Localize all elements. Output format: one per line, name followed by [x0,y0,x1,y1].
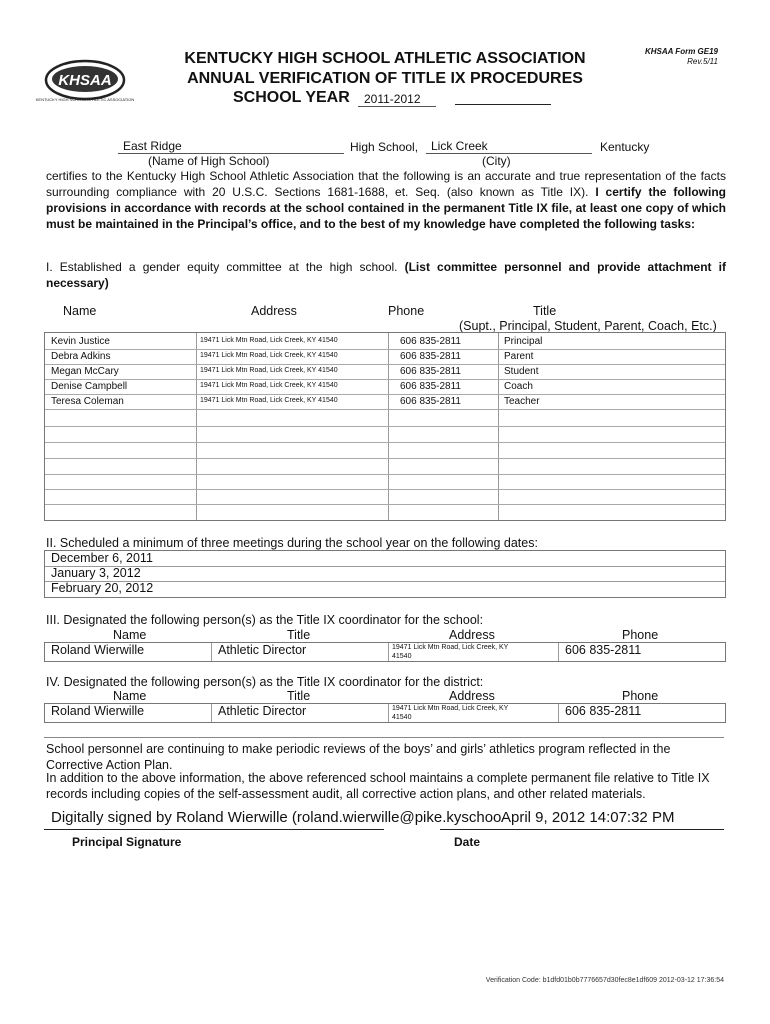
closing-paragraph-2: In addition to the above information, the above referenced school maintains a complete permanent file relative to Title IX records including copies of the self-assessment audit, all corrective action plans, and other related materials. [46,771,710,801]
col-phone-header: Phone [388,304,425,318]
section3-col-phone: Phone [622,628,659,642]
high-school-label: High School, [350,140,419,154]
school-year-label: SCHOOL YEAR [233,89,350,106]
school-name-caption: (Name of High School) [148,154,270,168]
header-line1: KENTUCKY HIGH SCHOOL ATHLETIC ASSOCIATION [184,50,586,67]
principal-signature-label: Principal Signature [72,835,182,849]
signature-date[interactable]: April 9, 2012 14:07:32 PM [501,809,675,826]
meeting-date-1[interactable]: December 6, 2011 [51,551,153,565]
section3-col-name: Name [113,628,147,642]
header-line2: ANNUAL VERIFICATION OF TITLE IX PROCEDURES [187,70,583,87]
district-coordinator-name[interactable]: Roland Wierwille [51,704,145,718]
section2-heading: II. Scheduled a minimum of three meetings during the school year on the following dates: [46,536,538,550]
committee-row-1-title[interactable]: Principal [504,336,543,347]
city-caption: (City) [482,154,511,168]
section4-col-address: Address [449,689,495,703]
section4-heading: IV. Designated the following person(s) as the Title IX coordinator for the district: [46,675,484,689]
section3-heading: III. Designated the following person(s) as the Title IX coordinator for the school: [46,613,484,627]
date-label: Date [454,835,481,849]
committee-row-1-address[interactable]: 19471 Lick Mtn Road, Lick Creek, KY 41540 [200,337,338,344]
section1-heading [46,259,726,291]
committee-row-1-name[interactable]: Kevin Justice [51,336,110,347]
committee-table [44,332,726,521]
section1-heading-bold: (List committee personnel and provide attachment if necessary) [46,260,726,290]
digital-signature[interactable]: Digitally signed by Roland Wierwille (roland.wierwille@pike.kyschoo [51,809,502,826]
committee-row-3-title[interactable]: Student [504,366,539,377]
district-coordinator-address[interactable]: 19471 Lick Mtn Road, Lick Creek, KY 41540 [392,705,509,721]
closing-paragraph-1: School personnel are continuing to make periodic reviews of the boys’ and girls’ athletics program reflected in the Corrective Action Plan. [46,742,671,772]
committee-row-3-address[interactable]: 19471 Lick Mtn Road, Lick Creek, KY 41540 [200,367,338,374]
committee-row-4-name[interactable]: Denise Campbell [51,381,128,392]
committee-row-4-phone[interactable]: 606 835-2811 [400,381,461,392]
committee-row-5-title[interactable]: Teacher [504,396,540,407]
col-name-header: Name [63,304,97,318]
committee-row-5-address[interactable]: 19471 Lick Mtn Road, Lick Creek, KY 41540 [200,397,338,404]
section1-heading-text: I. Established a gender equity committee at the high school. [46,260,398,274]
committee-row-2-address[interactable]: 19471 Lick Mtn Road, Lick Creek, KY 41540 [200,352,338,359]
col-title-subheader: (Supt., Principal, Student, Parent, Coach, Etc.) [459,319,717,333]
committee-row-1-phone[interactable]: 606 835-2811 [400,336,461,347]
city-field[interactable]: Lick Creek [431,139,488,153]
certification-bold-text: I certify the following provisions in accordance with records at the school contained in the permanent Title IX file, at least one copy of which must be maintained in the Principal’s office, and to the best of my knowledge have completed the following tasks: [46,185,726,231]
school-coordinator-address[interactable]: 19471 Lick Mtn Road, Lick Creek, KY 41540 [392,644,509,660]
committee-row-4-address[interactable]: 19471 Lick Mtn Road, Lick Creek, KY 41540 [200,382,338,389]
committee-row-3-phone[interactable]: 606 835-2811 [400,366,461,377]
school-coordinator-name[interactable]: Roland Wierwille [51,643,145,657]
logo-subtext: KENTUCKY HIGH SCHOOL ATHLETIC ASSOCIATION [35,97,135,102]
logo-text: KHSAA [58,72,112,89]
district-coordinator-phone[interactable]: 606 835-2811 [565,704,642,718]
committee-row-3-name[interactable]: Megan McCary [51,366,119,377]
section3-col-title: Title [287,628,311,642]
form-revision: Rev.5/11 [687,57,718,66]
committee-row-2-title[interactable]: Parent [504,351,534,362]
section4-col-title: Title [287,689,311,703]
khsaa-logo [35,58,135,104]
school-coordinator-phone[interactable]: 606 835-2811 [565,643,642,657]
meeting-date-3[interactable]: February 20, 2012 [51,581,154,595]
section4-col-phone: Phone [622,689,659,703]
school-year-value[interactable]: 2011-2012 [364,92,421,106]
col-address-header: Address [251,304,297,318]
form-id: KHSAA Form GE19 [644,47,718,56]
state-label: Kentucky [600,140,650,154]
district-coordinator-title[interactable]: Athletic Director [218,704,307,718]
committee-row-2-name[interactable]: Debra Adkins [51,351,111,362]
section3-col-address: Address [449,628,495,642]
committee-row-4-title[interactable]: Coach [504,381,533,392]
committee-row-5-phone[interactable]: 606 835-2811 [400,396,461,407]
certification-paragraph [46,168,726,232]
committee-row-5-name[interactable]: Teresa Coleman [51,396,124,407]
meeting-date-2[interactable]: January 3, 2012 [51,566,141,580]
school-name-field[interactable]: East Ridge [123,139,182,153]
certification-text: certifies to the Kentucky High School Athletic Association that the following is an accurate and true representation of the facts surrounding compliance with 20 U.S.C. Sections 1681-1688, et. Seq. (also known as Title IX). [46,169,726,199]
committee-row-2-phone[interactable]: 606 835-2811 [400,351,461,362]
verification-code: Verification Code: b1dfd01b0b7776657d30fec8e1df609 2012-03-12 17:36:54 [485,977,724,984]
section4-col-name: Name [113,689,147,703]
school-coordinator-title[interactable]: Athletic Director [218,643,307,657]
col-title-header: Title [533,304,557,318]
